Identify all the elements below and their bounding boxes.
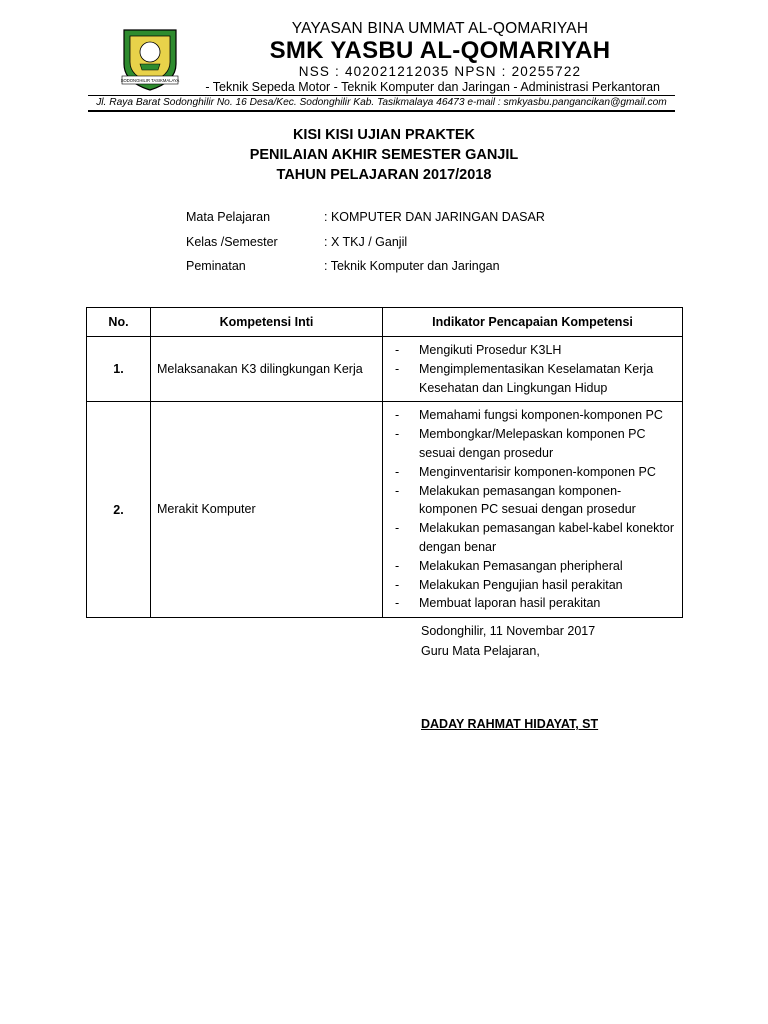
document-subtitle: PENILAIAN AKHIR SEMESTER GANJIL (249, 147, 519, 163)
letterhead-divider (88, 95, 675, 96)
signature-place-date: Sodonghilir, 11 Novembar 2017 (421, 624, 596, 638)
info-value-class: : X TKJ / Ganjil (324, 235, 408, 249)
indicator-text: Membongkar/Melepaskan komponen PC sesuai dengan prosedur (419, 427, 646, 460)
indicator-text: Melakukan pemasangan kabel-kabel konektor dengan benar (419, 521, 675, 554)
letterhead-divider-bold (88, 110, 675, 112)
header-indicators: Indikator Pencapaian Kompetensi (383, 308, 683, 337)
row-number: 1. (87, 337, 151, 402)
indicator-item (383, 482, 682, 520)
info-label-class: Kelas /Semester (186, 235, 278, 249)
nss-npsn: NSS : 402021212035 NPSN : 20255722 (298, 64, 582, 79)
indicator-text: Memahami fungsi komponen-komponen PC (419, 408, 663, 423)
indicator-text: Melakukan pemasangan komponen-komponen PC sesuai dengan prosedur (419, 483, 636, 517)
academic-year: TAHUN PELAJARAN 2017/2018 (276, 167, 492, 183)
competency-table (86, 307, 683, 618)
list-dash: - (395, 361, 400, 376)
indicator-text: Mengikuti Prosedur K3LH (419, 343, 562, 357)
indicator-item (383, 463, 682, 482)
table-row (87, 337, 683, 402)
program-list: - Teknik Sepeda Motor - Teknik Komputer dan Jaringan - Administrasi Perkantoran (205, 80, 660, 94)
list-dash: - (395, 343, 400, 357)
info-label-subject: Mata Pelajaran (186, 210, 271, 224)
table-header-row (87, 308, 683, 337)
info-label-specialization: Peminatan (186, 259, 246, 273)
indicator-text: Menginventarisir komponen-komponen PC (419, 464, 656, 479)
school-crest-logo (118, 24, 182, 92)
core-competency: Melaksanakan K3 dilingkungan Kerja (151, 337, 383, 402)
list-dash: - (395, 577, 400, 592)
indicator-item (383, 576, 682, 595)
indicator-item (383, 594, 682, 613)
header-no: No. (87, 308, 151, 337)
indicator-item (383, 425, 682, 463)
table-row (87, 402, 683, 618)
indicator-item (383, 360, 682, 398)
list-dash: - (395, 521, 400, 536)
indicator-item (383, 519, 682, 557)
info-value-subject: : KOMPUTER DAN JARINGAN DASAR (324, 210, 545, 224)
indicator-text: Melakukan Pengujian hasil perakitan (419, 577, 623, 592)
indicator-text: Membuat laporan hasil perakitan (419, 596, 601, 611)
school-name: SMK YASBU AL-QOMARIYAH (269, 37, 611, 64)
indicator-text: Mengimplementasikan Keselamatan Kerja Kesehatan dan Lingkungan Hidup (419, 361, 654, 395)
list-dash: - (395, 596, 400, 611)
document-title: KISI KISI UJIAN PRAKTEK (292, 127, 476, 143)
core-competency: Merakit Komputer (151, 402, 383, 618)
list-dash: - (395, 483, 400, 498)
info-value-specialization: : Teknik Komputer dan Jaringan (324, 259, 500, 273)
school-address: Jl. Raya Barat Sodonghilir No. 16 Desa/Kec. Sodonghilir Kab. Tasikmalaya 46473 e-mail : smkyasbu.pangancikan@gmail.com (96, 97, 667, 108)
list-dash: - (395, 558, 400, 573)
list-dash: - (395, 427, 400, 442)
signature-name: DADAY RAHMAT HIDAYAT, ST (421, 717, 599, 731)
header-core-competency: Kompetensi Inti (151, 308, 383, 337)
list-dash: - (395, 408, 400, 423)
indicator-list (383, 337, 683, 402)
signature-role: Guru Mata Pelajaran, (421, 644, 540, 658)
indicator-text: Melakukan Pemasangan pheripheral (419, 558, 623, 573)
list-dash: - (395, 464, 400, 479)
yayasan-name: YAYASAN BINA UMMAT AL-QOMARIYAH (291, 20, 589, 37)
row-number: 2. (87, 402, 151, 618)
indicator-item (383, 341, 682, 360)
indicator-list (383, 402, 683, 618)
logo-caption: SODONGHILIR TASIKMALAYA (120, 78, 180, 83)
indicator-item (383, 406, 682, 425)
indicator-item (383, 557, 682, 576)
